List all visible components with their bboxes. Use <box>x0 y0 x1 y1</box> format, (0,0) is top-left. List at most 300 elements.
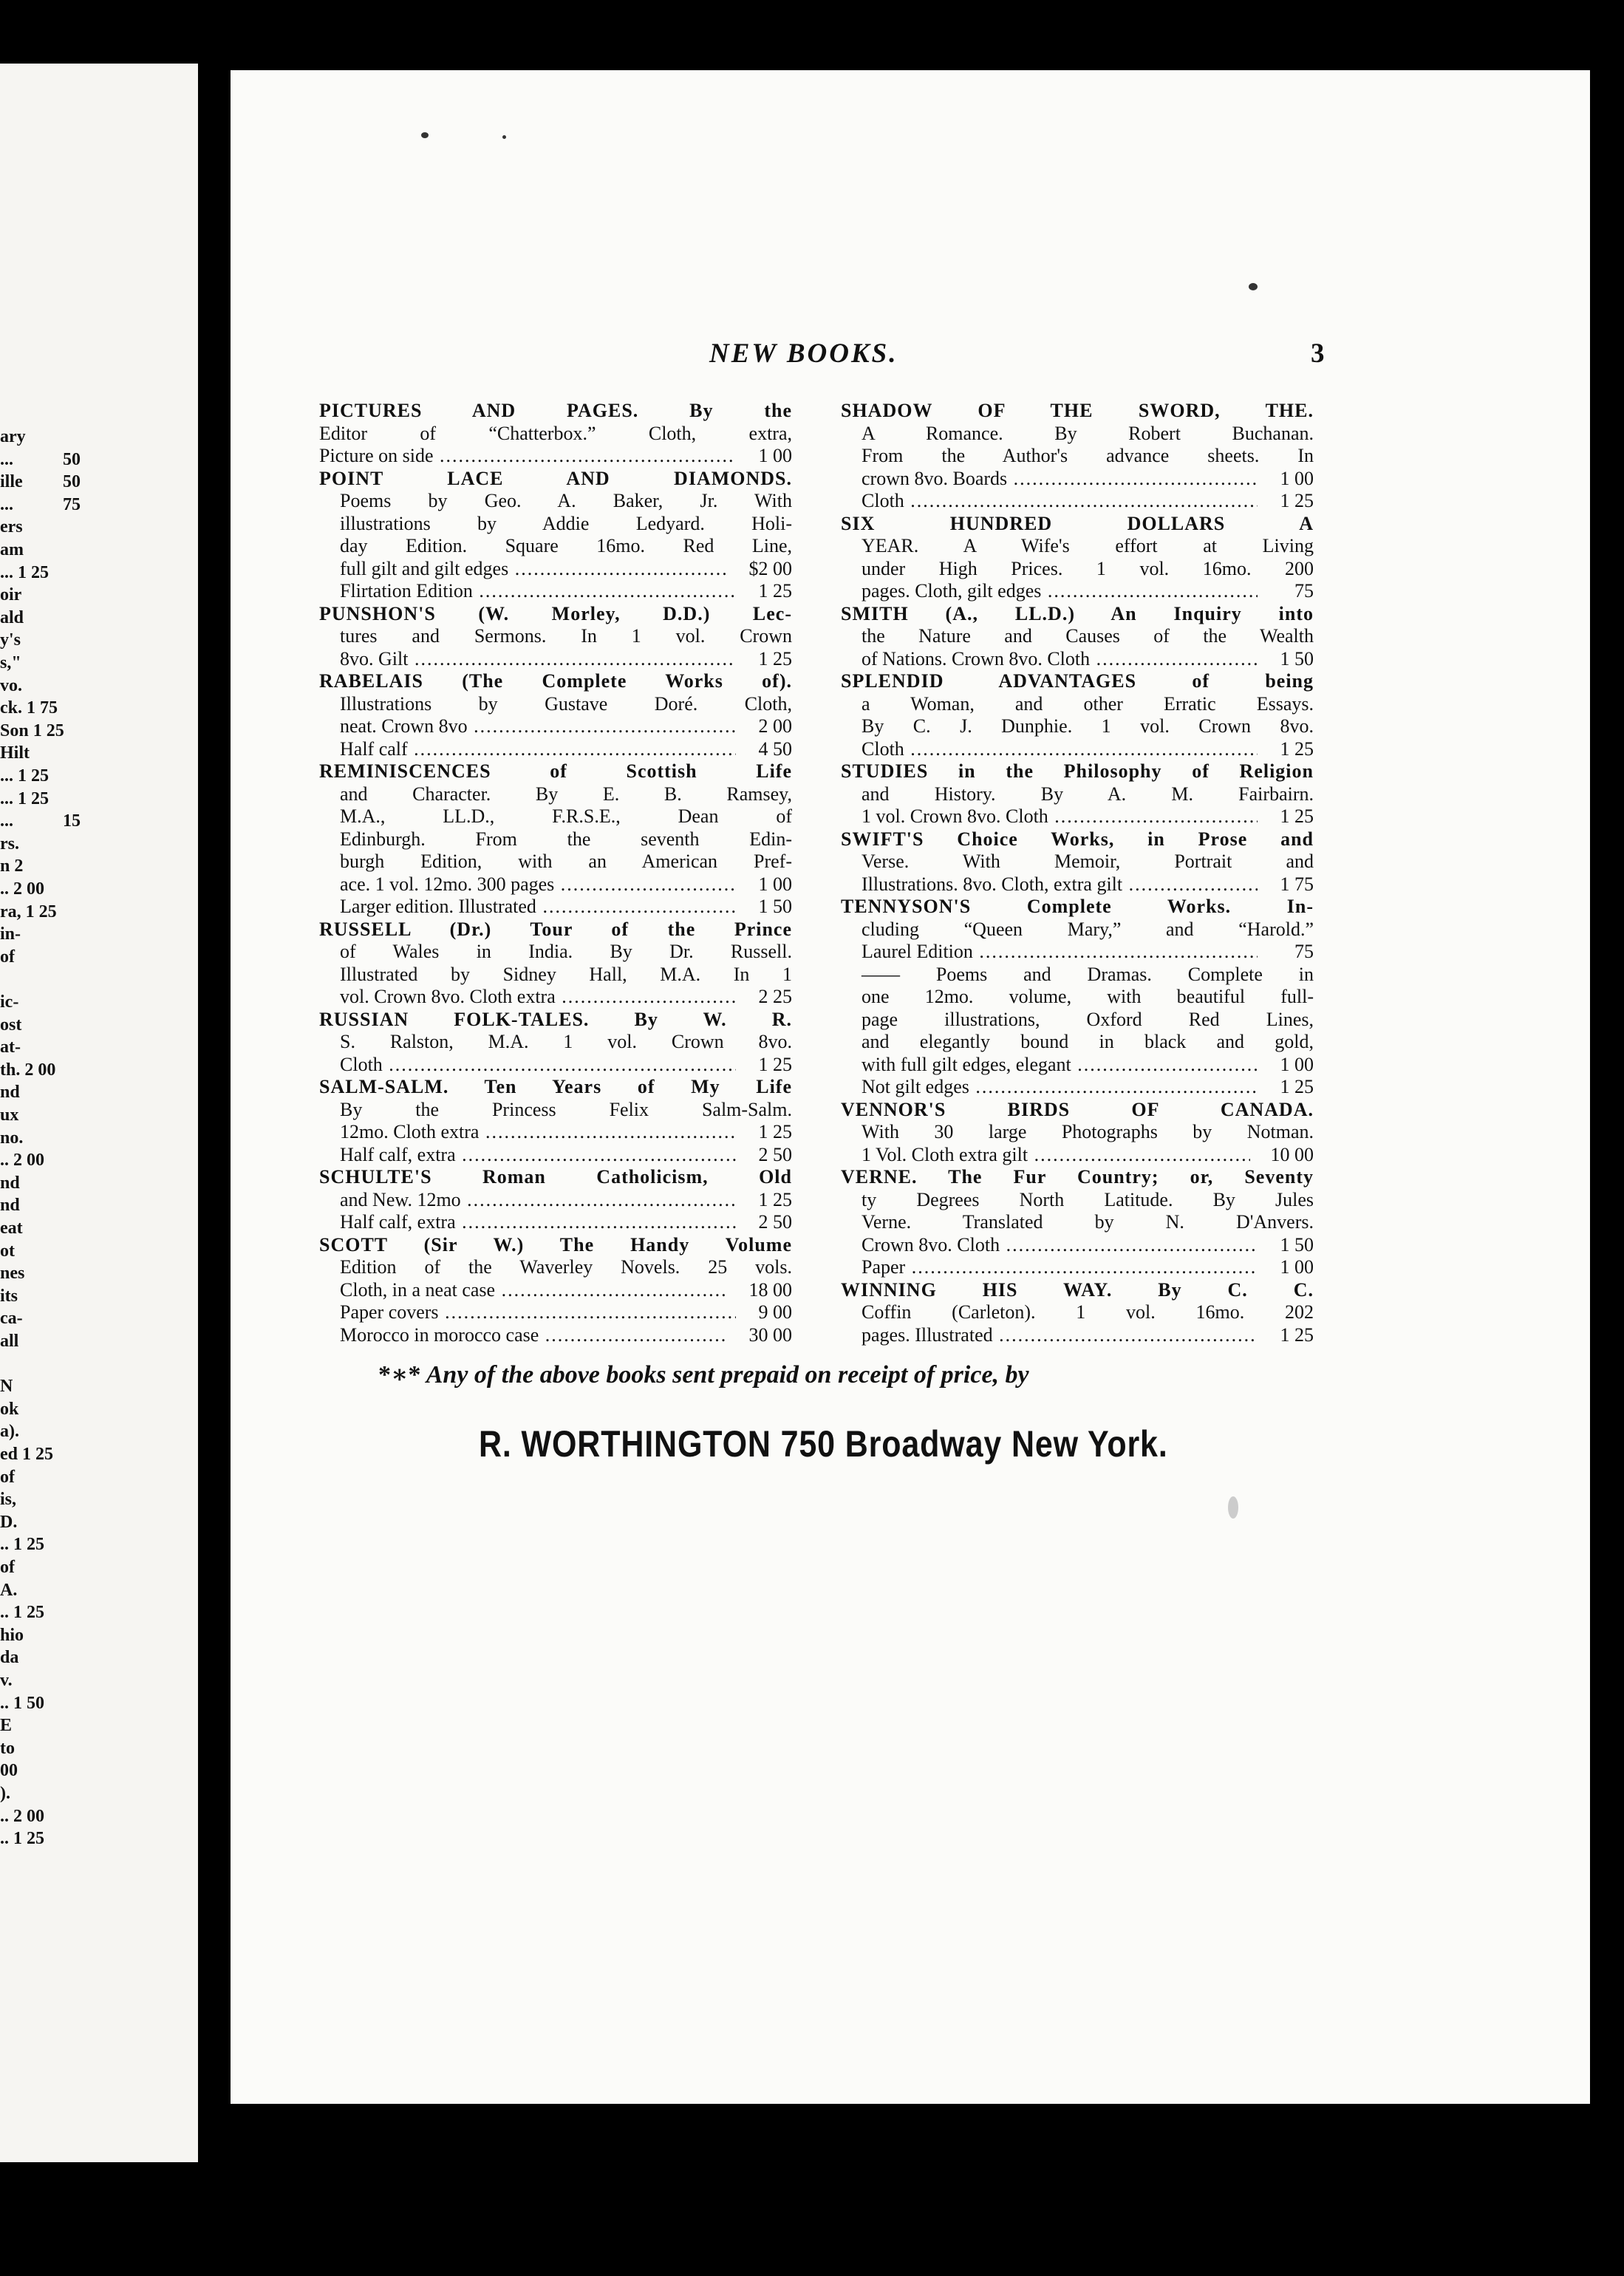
book-price-line <box>319 580 792 603</box>
adjacent-page-price: 50 <box>63 449 81 469</box>
book-description: Illustrations. 8vo. Cloth, extra gilt ..... <box>862 873 1258 896</box>
book-title: SWIFT'S Choice Works, in Prose and <box>841 828 1314 850</box>
book-description-line <box>841 1301 1314 1324</box>
book-description-line <box>319 423 792 446</box>
book-description-line <box>841 964 1314 987</box>
adjacent-page-line <box>0 1081 198 1103</box>
print-speck <box>1249 283 1258 290</box>
adjacent-page-fragment-text: ald <box>0 607 24 627</box>
book-description: and Character. By E. B. Ramsey, <box>340 783 792 805</box>
book-title: SIX HUNDRED DOLLARS A <box>841 512 1314 534</box>
book-title-line <box>319 670 792 693</box>
book-description: ty Degrees North Latitude. By Jules <box>862 1188 1314 1210</box>
book-title: RABELAIS (The Complete Works of). <box>319 670 792 692</box>
adjacent-page-line <box>0 1692 198 1714</box>
book-description-line <box>319 1256 792 1279</box>
book-description: Paper covers ..... <box>340 1301 736 1324</box>
book-title-line <box>841 1099 1314 1122</box>
book-description-line <box>841 783 1314 806</box>
book-description-line <box>319 1099 792 1122</box>
adjacent-page-line <box>0 1488 198 1510</box>
adjacent-page-fragment-text: y's <box>0 630 21 650</box>
adjacent-page-line <box>0 494 198 516</box>
adjacent-page-line <box>0 1624 198 1646</box>
book-price: 1 50 <box>736 896 792 919</box>
book-price: $2 00 <box>729 558 792 581</box>
adjacent-page-fragment-text: .. 2 00 <box>0 879 44 899</box>
book-entry <box>841 670 1314 760</box>
adjacent-page-fragment-text: ary <box>0 427 26 446</box>
adjacent-page-line <box>0 1353 198 1375</box>
book-title-line <box>319 1009 792 1032</box>
book-description: Coffin (Carleton). 1 vol. 16mo. 202 <box>862 1301 1314 1323</box>
book-price: 1 25 <box>1258 738 1314 761</box>
book-title: REMINISCENCES of Scottish Life <box>319 760 792 782</box>
book-entry <box>319 760 792 919</box>
book-description: With 30 large Photographs by Notman. <box>862 1121 1314 1142</box>
book-description-line <box>841 625 1314 648</box>
book-price: 1 00 <box>736 445 792 468</box>
adjacent-page-line <box>0 1217 198 1239</box>
adjacent-page-fragment <box>0 64 198 2162</box>
adjacent-page-line <box>0 1127 198 1149</box>
book-title: SPLENDID ADVANTAGES of being <box>841 670 1314 692</box>
book-price-line <box>319 1301 792 1324</box>
adjacent-page-fragment-text: .. 2 00 <box>0 1151 44 1171</box>
adjacent-page-line <box>0 923 198 945</box>
book-title-line <box>841 513 1314 536</box>
adjacent-page-fragment-text: 00 <box>0 1761 18 1781</box>
book-entry <box>319 603 792 671</box>
adjacent-page-line <box>0 833 198 855</box>
book-title-line <box>319 603 792 626</box>
adjacent-page-fragment-text: .. 1 25 <box>0 1829 44 1849</box>
book-title: SMITH (A., LL.D.) An Inquiry into <box>841 602 1314 624</box>
book-price: 1 50 <box>1258 1234 1314 1257</box>
book-description-line <box>319 941 792 964</box>
adjacent-page-fragment-text: am <box>0 540 24 559</box>
adjacent-page-line <box>0 1194 198 1216</box>
book-price-line <box>841 941 1314 964</box>
asterism-ornament: *∗* <box>378 1361 421 1389</box>
book-price: 18 00 <box>729 1279 792 1302</box>
adjacent-page-line <box>0 1782 198 1805</box>
book-description: 12mo. Cloth extra ..... <box>340 1121 736 1144</box>
book-title-line <box>319 919 792 941</box>
adjacent-page-fragment-text: ... 1 25 <box>0 788 49 808</box>
book-entry <box>841 1099 1314 1167</box>
book-description-line <box>841 851 1314 873</box>
book-price: 10 00 <box>1250 1144 1314 1167</box>
book-title: SCHULTE'S Roman Catholicism, Old <box>319 1166 792 1188</box>
book-price: 9 00 <box>736 1301 792 1324</box>
book-price-line <box>319 1211 792 1234</box>
adjacent-page-fragment-text: ra, 1 25 <box>0 902 57 921</box>
book-title-line <box>841 1279 1314 1302</box>
book-description: with full gilt edges, elegant ..... <box>862 1054 1258 1077</box>
adjacent-page-line <box>0 1669 198 1691</box>
book-description: and History. By A. M. Fairbairn. <box>862 783 1314 805</box>
adjacent-page-fragment-text: at- <box>0 1038 21 1057</box>
book-description: Picture on side ..... <box>319 445 736 468</box>
book-entry <box>841 603 1314 671</box>
book-description: pages. Cloth, gilt edges ..... <box>862 580 1258 603</box>
adjacent-page-fragment-text: .. 2 00 <box>0 1806 44 1826</box>
catalog-column-right <box>841 400 1314 1346</box>
adjacent-page-line <box>0 1556 198 1578</box>
adjacent-page-line <box>0 539 198 561</box>
adjacent-page-line <box>0 675 198 697</box>
book-description-line <box>841 1031 1314 1054</box>
adjacent-page-line <box>0 878 198 900</box>
adjacent-page-line <box>0 1240 198 1262</box>
book-price: 1 00 <box>1258 1054 1314 1077</box>
book-description: neat. Crown 8vo ..... <box>340 715 736 738</box>
book-price-line <box>319 986 792 1009</box>
book-description-line <box>319 490 792 513</box>
book-description-line <box>319 851 792 873</box>
book-price-line <box>841 648 1314 671</box>
adjacent-page-line <box>0 1805 198 1827</box>
adjacent-page-line <box>0 1036 198 1058</box>
book-title-line <box>319 468 792 491</box>
book-price: 2 25 <box>736 986 792 1009</box>
adjacent-page-line <box>0 607 198 629</box>
book-price-line <box>319 1121 792 1144</box>
adjacent-page-fragment-text: in- <box>0 924 21 944</box>
adjacent-page-line <box>0 968 198 990</box>
adjacent-page-fragment-text: ed 1 25 <box>0 1445 53 1464</box>
adjacent-page-line <box>0 629 198 651</box>
page-number: 3 <box>1311 338 1325 369</box>
book-price-line <box>319 1054 792 1077</box>
publisher-imprint: R. WORTHINGTON 750 Broadway New York. <box>479 1423 1168 1465</box>
catalog-page <box>231 70 1590 2104</box>
adjacent-page-line <box>0 1059 198 1081</box>
book-description: Editor of “Chatterbox.” Cloth, extra, <box>319 422 792 444</box>
book-description-line <box>319 535 792 558</box>
adjacent-page-price: 50 <box>63 472 81 492</box>
book-description: day Edition. Square 16mo. Red Line, <box>340 535 792 556</box>
book-price: 1 25 <box>736 648 792 671</box>
adjacent-page-line <box>0 449 198 471</box>
adjacent-page-fragment-text: A. <box>0 1580 18 1600</box>
adjacent-page-fragment-text: ot <box>0 1241 15 1261</box>
book-description: one 12mo. volume, with beautiful full- <box>862 986 1314 1007</box>
book-description: pages. Illustrated ..... <box>862 1324 1258 1347</box>
book-price-line <box>841 1256 1314 1279</box>
book-title: RUSSELL (Dr.) Tour of the Prince <box>319 918 792 940</box>
adjacent-page-fragment-text: ers <box>0 517 23 537</box>
book-price-line <box>841 1234 1314 1257</box>
book-title-line <box>841 603 1314 626</box>
adjacent-page-line <box>0 1375 198 1397</box>
adjacent-page-line <box>0 471 198 493</box>
book-description: Not gilt edges ..... <box>862 1076 1258 1099</box>
book-entry <box>841 400 1314 513</box>
book-description: S. Ralston, M.A. 1 vol. Crown 8vo. <box>340 1031 792 1052</box>
book-entry <box>319 1166 792 1234</box>
adjacent-page-fragment-text: nes <box>0 1264 25 1284</box>
adjacent-page-line <box>0 1443 198 1465</box>
book-description-line <box>319 1031 792 1054</box>
adjacent-page-fragment-text: ... <box>0 449 13 469</box>
book-description: ace. 1 vol. 12mo. 300 pages ..... <box>340 873 736 896</box>
book-price-line <box>319 1189 792 1212</box>
book-price-line <box>841 468 1314 491</box>
book-description: Cloth ..... <box>862 490 1258 513</box>
book-description-line <box>319 513 792 536</box>
book-price: 1 25 <box>1258 1076 1314 1099</box>
book-price-line <box>319 1324 792 1347</box>
book-description: Morocco in morocco case ..... <box>340 1324 729 1347</box>
book-entry <box>841 760 1314 828</box>
book-price: 2 00 <box>736 715 792 738</box>
book-description: full gilt and gilt edges ..... <box>340 558 729 581</box>
book-price-line <box>841 738 1314 761</box>
adjacent-page-fragment-text: of <box>0 947 15 967</box>
book-description: A Romance. By Robert Buchanan. <box>862 422 1314 444</box>
adjacent-page-fragment-text: ... 1 25 <box>0 766 49 786</box>
book-description-line <box>841 715 1314 738</box>
adjacent-page-line <box>0 1172 198 1194</box>
order-note-text: Any of the above books sent prepaid on receipt of price, by <box>426 1361 1029 1389</box>
adjacent-page-fragment-text: ille <box>0 472 23 492</box>
book-description: Half calf, extra ..... <box>340 1144 736 1167</box>
adjacent-page-line <box>0 1262 198 1284</box>
book-entry <box>841 1166 1314 1279</box>
adjacent-page-line <box>0 991 198 1013</box>
book-title-line <box>841 670 1314 693</box>
book-description: Crown 8vo. Cloth ..... <box>862 1234 1258 1257</box>
adjacent-page-line <box>0 855 198 877</box>
book-entry <box>319 670 792 760</box>
book-price: 1 25 <box>736 1121 792 1144</box>
adjacent-page-fragment-text: .. 1 25 <box>0 1603 44 1623</box>
adjacent-page-fragment-text: to <box>0 1738 15 1758</box>
print-speck <box>421 132 429 138</box>
book-title-line <box>841 1166 1314 1189</box>
adjacent-page-fragment-text: .. 1 50 <box>0 1693 44 1713</box>
book-price: 2 50 <box>736 1211 792 1234</box>
book-price-line <box>841 1054 1314 1077</box>
adjacent-page-fragment-text: ... <box>0 494 13 514</box>
adjacent-page-fragment-text: ux <box>0 1105 19 1125</box>
adjacent-page-line <box>0 742 198 764</box>
adjacent-page-line <box>0 426 198 448</box>
book-price: 2 50 <box>736 1144 792 1167</box>
adjacent-page-fragment-text: v. <box>0 1671 13 1690</box>
order-note <box>378 1360 1029 1389</box>
book-description-line <box>319 805 792 828</box>
book-title-line <box>319 1166 792 1189</box>
book-title-line <box>319 400 792 423</box>
page-title: NEW BOOKS. <box>709 338 898 369</box>
book-price: 1 25 <box>1258 490 1314 513</box>
adjacent-page-fragment-text: s," <box>0 653 21 672</box>
book-description-line <box>841 1189 1314 1212</box>
book-description: YEAR. A Wife's effort at Living <box>862 535 1314 556</box>
book-title: TENNYSON'S Complete Works. In- <box>841 896 1314 917</box>
book-description: crown 8vo. Boards ..... <box>862 468 1258 491</box>
book-price-line <box>319 1279 792 1302</box>
adjacent-page-fragment-text: ost <box>0 1015 22 1035</box>
book-description-line <box>841 423 1314 446</box>
adjacent-page-line <box>0 697 198 719</box>
adjacent-page-line <box>0 1149 198 1171</box>
adjacent-page-fragment-text: th. 2 00 <box>0 1060 56 1080</box>
adjacent-page-line <box>0 765 198 787</box>
book-description: Half calf ..... <box>340 738 736 761</box>
book-description: under High Prices. 1 vol. 16mo. 200 <box>862 557 1314 579</box>
adjacent-page-line <box>0 584 198 606</box>
adjacent-page-fragment-text: all <box>0 1332 19 1351</box>
book-description: Illustrated by Sidney Hall, M.A. In 1 <box>340 963 792 985</box>
adjacent-page-line <box>0 810 198 832</box>
adjacent-page-line <box>0 1714 198 1737</box>
adjacent-page-fragment-text: a). <box>0 1422 19 1442</box>
book-description: Half calf, extra ..... <box>340 1211 736 1234</box>
adjacent-page-line <box>0 1601 198 1623</box>
book-description-line <box>841 1121 1314 1144</box>
book-title-line <box>319 1234 792 1257</box>
book-price-line <box>319 896 792 919</box>
book-title: PUNSHON'S (W. Morley, D.D.) Lec- <box>319 602 792 624</box>
book-description: Verne. Translated by N. D'Anvers. <box>862 1211 1314 1233</box>
book-price-line <box>319 1144 792 1167</box>
adjacent-page-line <box>0 901 198 923</box>
adjacent-page-fragment-text: ). <box>0 1784 10 1803</box>
book-description: Cloth, in a neat case ..... <box>340 1279 729 1302</box>
book-description-line <box>841 1009 1314 1032</box>
book-price: 1 25 <box>1258 1324 1314 1347</box>
book-description: illustrations by Addie Ledyard. Holi- <box>340 512 792 534</box>
book-entry <box>841 1279 1314 1347</box>
book-description: Cloth ..... <box>340 1054 736 1077</box>
adjacent-page-fragment-text: oir <box>0 585 22 605</box>
adjacent-page-fragment-text: E <box>0 1716 13 1736</box>
book-description: 1 Vol. Cloth extra gilt ..... <box>862 1144 1250 1167</box>
adjacent-page-fragment-text: ck. 1 75 <box>0 698 58 718</box>
book-description: Flirtation Edition ..... <box>340 580 736 603</box>
book-entry <box>319 919 792 1009</box>
adjacent-page-fragment-text: eat <box>0 1219 23 1238</box>
book-price-line <box>841 805 1314 828</box>
book-description-line <box>841 558 1314 581</box>
book-title-line <box>841 828 1314 851</box>
book-title-line <box>319 760 792 783</box>
adjacent-page-fragment-text: nd <box>0 1196 20 1216</box>
adjacent-page-fragment-text: of <box>0 1467 15 1487</box>
book-description: —— Poems and Dramas. Complete in <box>862 963 1314 985</box>
adjacent-page-fragment-text: N <box>0 1377 13 1397</box>
book-description: and elegantly bound in black and gold, <box>862 1031 1314 1052</box>
book-title: SHADOW OF THE SWORD, THE. <box>841 400 1314 421</box>
adjacent-page-line <box>0 1285 198 1307</box>
book-entry <box>319 1009 792 1077</box>
book-description: vol. Crown 8vo. Cloth extra ..... <box>340 986 736 1009</box>
book-price: 75 <box>1258 941 1314 964</box>
book-description: and New. 12mo ..... <box>340 1189 736 1212</box>
book-description: 8vo. Gilt ..... <box>340 648 736 671</box>
book-description: tures and Sermons. In 1 vol. Crown <box>340 625 792 647</box>
book-price-line <box>841 873 1314 896</box>
adjacent-page-line <box>0 1827 198 1850</box>
book-title-line <box>319 1076 792 1099</box>
adjacent-page-line <box>0 1737 198 1759</box>
book-description: the Nature and Causes of the Wealth <box>862 625 1314 647</box>
book-title: VERNE. The Fur Country; or, Seventy <box>841 1166 1314 1188</box>
book-title: PICTURES AND PAGES. By the <box>319 400 792 421</box>
book-description-line <box>841 986 1314 1009</box>
adjacent-page-line <box>0 1646 198 1669</box>
book-price-line <box>841 1144 1314 1167</box>
book-description-line <box>319 828 792 851</box>
book-price-line <box>841 1324 1314 1347</box>
book-title-line <box>841 760 1314 783</box>
adjacent-page-line <box>0 1330 198 1352</box>
book-price-line <box>319 715 792 738</box>
book-description-line <box>319 625 792 648</box>
book-price: 1 25 <box>1258 805 1314 828</box>
book-description: By the Princess Felix Salm-Salm. <box>340 1098 792 1120</box>
adjacent-page-fragment-text: D. <box>0 1512 18 1532</box>
adjacent-page-fragment-text: Son 1 25 <box>0 720 64 740</box>
adjacent-page-fragment-text: hio <box>0 1625 24 1645</box>
adjacent-page-fragment-text: of <box>0 1558 15 1577</box>
book-title-line <box>841 896 1314 919</box>
book-title-line <box>841 400 1314 423</box>
book-title: VENNOR'S BIRDS OF CANADA. <box>841 1098 1314 1120</box>
adjacent-page-price: 15 <box>63 811 81 831</box>
book-price: 1 25 <box>736 1189 792 1212</box>
adjacent-page-fragment-text: no. <box>0 1128 24 1148</box>
adjacent-page-line <box>0 1104 198 1126</box>
adjacent-page-line <box>0 946 198 968</box>
book-description: By C. J. Dunphie. 1 vol. Crown 8vo. <box>862 715 1314 737</box>
adjacent-page-fragment-text: Hilt <box>0 743 30 763</box>
adjacent-page-fragment-text: rs. <box>0 834 19 854</box>
print-smudge <box>1228 1496 1238 1519</box>
adjacent-page-line <box>0 788 198 810</box>
book-description: Paper ..... <box>862 1256 1258 1279</box>
book-title: WINNING HIS WAY. By C. C. <box>841 1278 1314 1301</box>
book-price-line <box>319 873 792 896</box>
adjacent-page-fragment-text: ca- <box>0 1309 23 1329</box>
adjacent-page-fragment-text: its <box>0 1286 18 1306</box>
adjacent-page-fragment-text: n 2 <box>0 856 24 876</box>
book-entry <box>841 513 1314 603</box>
book-price: 1 25 <box>736 580 792 603</box>
book-price: 1 00 <box>736 873 792 896</box>
book-price: 1 25 <box>736 1054 792 1077</box>
book-price-line <box>841 1076 1314 1099</box>
book-description-line <box>841 919 1314 941</box>
adjacent-page-fragment-text: da <box>0 1648 19 1668</box>
book-description: Larger edition. Illustrated ..... <box>340 896 736 919</box>
adjacent-page-line <box>0 1014 198 1036</box>
adjacent-page-line <box>0 1533 198 1556</box>
book-price: 75 <box>1258 580 1314 603</box>
book-description-line <box>841 1211 1314 1234</box>
page-header <box>231 338 1590 375</box>
book-description-line <box>841 693 1314 716</box>
book-description-line <box>841 445 1314 468</box>
book-entry <box>319 1076 792 1166</box>
book-price-line <box>319 738 792 761</box>
book-description: From the Author's advance sheets. In <box>862 445 1314 466</box>
book-description-line <box>841 535 1314 558</box>
